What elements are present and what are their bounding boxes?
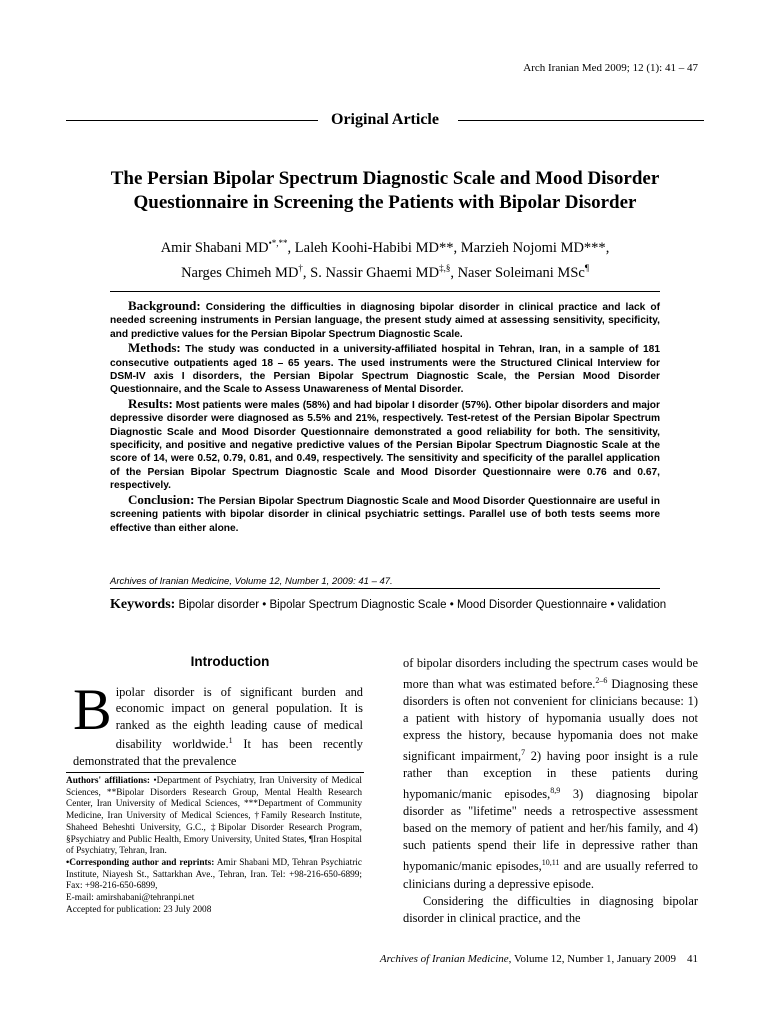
abstract-background-text: Considering the difficulties in diagnosing bipolar disorder in clinical practice and lack of needed screening instruments in Persian language, the present study aimed at assessing sensitivity, specificity, and predictive values for the Persian Bipolar Spectrum Diagnostic Scale. bbox=[110, 302, 660, 340]
abstract-results bbox=[110, 397, 660, 493]
text-run: and are usually referred to clinicians during a depressive episode. bbox=[403, 859, 698, 891]
author-list bbox=[60, 233, 710, 283]
reference-mark: 7 bbox=[521, 748, 526, 758]
right-column-text bbox=[403, 655, 698, 927]
keywords-label: Keywords: bbox=[110, 597, 176, 612]
author-separator: , bbox=[450, 264, 458, 281]
corresponding-text: Amir Shabani MD, Tehran Psychiatric Institute, Niayesh St., Sattarkhan Ave., Tehran, Iran. Tel: +98-216-650-6899; Fax: +98-216-650-6899, bbox=[66, 857, 362, 892]
reference-mark: 1 bbox=[228, 736, 233, 746]
abstract-bottom-rule bbox=[110, 588, 660, 589]
keywords-text: Bipolar disorder • Bipolar Spectrum Diagnostic Scale • Mood Disorder Questionnaire • validation bbox=[178, 599, 667, 611]
text-run: 3) diagnosing bipolar disorder as "lifetime" needs a retrospective assessment based on the memory of patient and her/his family, and 4) such patients spend their life in depressive rather than hypomanic/manic episodes, bbox=[403, 787, 699, 874]
title-line-1: The Persian Bipolar Spectrum Diagnostic Scale and Mood Disorder bbox=[110, 168, 660, 189]
author-separator: , bbox=[605, 239, 610, 256]
author-separator: , bbox=[453, 239, 461, 256]
affiliations-text: •Department of Psychiatry, Iran University of Medical Sciences, **Bipolar Disorders Research Group, Mental Health Research Center, Iran University of Medical Sciences, ***Department of Community Medicine, Iran University of Medical Sciences, †Family Research Institute, Shaheed Beheshti University, G.C., ‡Bipolar Disorder Research Program, §Psychiatry and Public Health, Emory University, United States, ¶Iran Hospital of Psychiatry, Tehran, Iran. bbox=[66, 776, 362, 857]
page-number: 41 bbox=[687, 953, 698, 965]
reference-mark: 10,11 bbox=[541, 858, 560, 868]
introduction-heading: Introduction bbox=[190, 654, 270, 669]
corresponding-author bbox=[66, 858, 362, 893]
author-name: Naser Soleimani MSc bbox=[457, 264, 585, 281]
abstract-top-rule bbox=[110, 291, 660, 292]
author-line-1 bbox=[60, 233, 710, 258]
abstract-methods-label: Methods: bbox=[128, 340, 181, 356]
author-name: Laleh Koohi-Habibi MD** bbox=[294, 239, 454, 256]
text-run: of bipolar disorders including the spectrum cases would be more than what was estimated before. bbox=[403, 656, 698, 692]
abstract-background bbox=[110, 299, 660, 341]
author-affil-mark: † bbox=[298, 262, 303, 273]
abstract-results-text: Most patients were males (58%) and had bipolar I disorder (57%). Other bipolar disorders and major depressive disorder were diagnosed as 5.5% and 21%, respectively. Test-retest of the Persian Bipolar Spectrum Diagnostic Scale and Mood Disorder Questionnaire demonstrated a good reliability for both. The sensitivity, specificity, and positive and negative predictive values of the Persian Bipolar Spectrum Diagnostic Scale at the score of 14, were 0.52, 0.79, 0.81, and 0.49, respectively. The sensitivity and specificity of the parallel application of the Persian Bipolar Spectrum Diagnostic Scale and Mood Disorder Questionnaire were 0.76 and 0.67, respectively. bbox=[110, 399, 660, 492]
section-rule-right bbox=[458, 120, 704, 121]
article-title bbox=[60, 167, 710, 215]
author-name: Marzieh Nojomi MD*** bbox=[460, 239, 606, 256]
affiliations-label: Authors' affiliations: bbox=[66, 776, 150, 786]
author-separator: , bbox=[302, 264, 311, 281]
footer-journal: Archives of Iranian Medicine bbox=[379, 953, 509, 965]
abstract bbox=[110, 299, 660, 535]
author-name: Amir Shabani MD bbox=[160, 239, 269, 256]
abstract-methods bbox=[110, 341, 660, 397]
reference-mark: 2–6 bbox=[595, 676, 608, 685]
author-affiliations bbox=[66, 776, 362, 916]
drop-cap: B bbox=[73, 677, 112, 742]
abstract-background-label: Background: bbox=[128, 298, 201, 313]
author-name: Narges Chimeh MD bbox=[181, 264, 299, 281]
author-affil-mark: •*,** bbox=[268, 238, 288, 248]
corresponding-label: •Corresponding author and reprints: bbox=[66, 857, 215, 868]
author-line-2 bbox=[60, 258, 710, 283]
footer-issue: , Volume 12, Number 1, January 2009 bbox=[508, 953, 676, 965]
accepted-date: Accepted for publication: 23 July 2008 bbox=[66, 904, 212, 915]
text-run: Diagnosing these disorders is often not convenient for clinicians because: 1) a patient with history of hypomania usually does not express the history, because hypomania does not make significant impairment, bbox=[403, 677, 698, 764]
abstract-conclusion-label: Conclusion: bbox=[128, 491, 195, 507]
abstract-citation: Archives of Iranian Medicine, Volume 12, Number 1, 2009: 41 – 47. bbox=[110, 576, 393, 587]
paragraph: Considering the difficulties in diagnosing bipolar disorder in clinical practice, and the bbox=[403, 893, 698, 925]
page-footer bbox=[380, 953, 698, 965]
affiliations-block bbox=[66, 776, 362, 858]
affiliations-rule bbox=[66, 772, 364, 773]
author-email: E-mail: amirshabani@tehranpi.net bbox=[66, 893, 195, 904]
section-label: Original Article bbox=[331, 111, 439, 128]
paragraph bbox=[403, 655, 698, 893]
abstract-methods-text: The study was conducted in a university-affiliated hospital in Tehran, Iran, in a sample of 181 consecutive outpatients aged 18 – 65 years. The used instruments were the Structured Clinical Interview for DSM-IV axis I disorders, the Persian Bipolar Spectrum Diagnostic Scale, the Persian Mood Disorder Questionnaire, and the Scale to Assess Unawareness of Mental Disorder. bbox=[110, 344, 660, 396]
author-name: S. Nassir Ghaemi MD bbox=[310, 264, 440, 281]
abstract-conclusion bbox=[110, 493, 660, 535]
introduction-text bbox=[73, 677, 363, 769]
intro-body-cont: It has been recently demonstrated that the prevalence bbox=[73, 737, 363, 768]
reference-mark: 8,9 bbox=[550, 786, 561, 796]
author-affil-mark: ¶ bbox=[584, 262, 589, 273]
text-run: 2) having poor insight is a rule rather than exception in these patients during hypomanic/manic episodes, bbox=[403, 749, 698, 802]
author-separator: , bbox=[287, 239, 295, 256]
journal-reference: Arch Iranian Med 2009; 12 (1): 41 – 47 bbox=[523, 62, 698, 74]
abstract-conclusion-text: The Persian Bipolar Spectrum Diagnostic Scale and Mood Disorder Questionnaire are useful in screening patients with bipolar disorder in clinical psychiatric settings. Parallel use of both tests seems more effective than either alone. bbox=[110, 495, 660, 534]
title-line-2: Questionnaire in Screening the Patients with Bipolar Disorder bbox=[133, 192, 637, 213]
author-affil-mark: ‡,§ bbox=[439, 262, 451, 273]
intro-body: ipolar disorder is of significant burden and economic impact on general population. It is ranked as the eighth leading cause of medical disability worldwide. bbox=[115, 685, 363, 752]
keywords bbox=[110, 597, 670, 613]
abstract-results-label: Results: bbox=[128, 395, 173, 411]
